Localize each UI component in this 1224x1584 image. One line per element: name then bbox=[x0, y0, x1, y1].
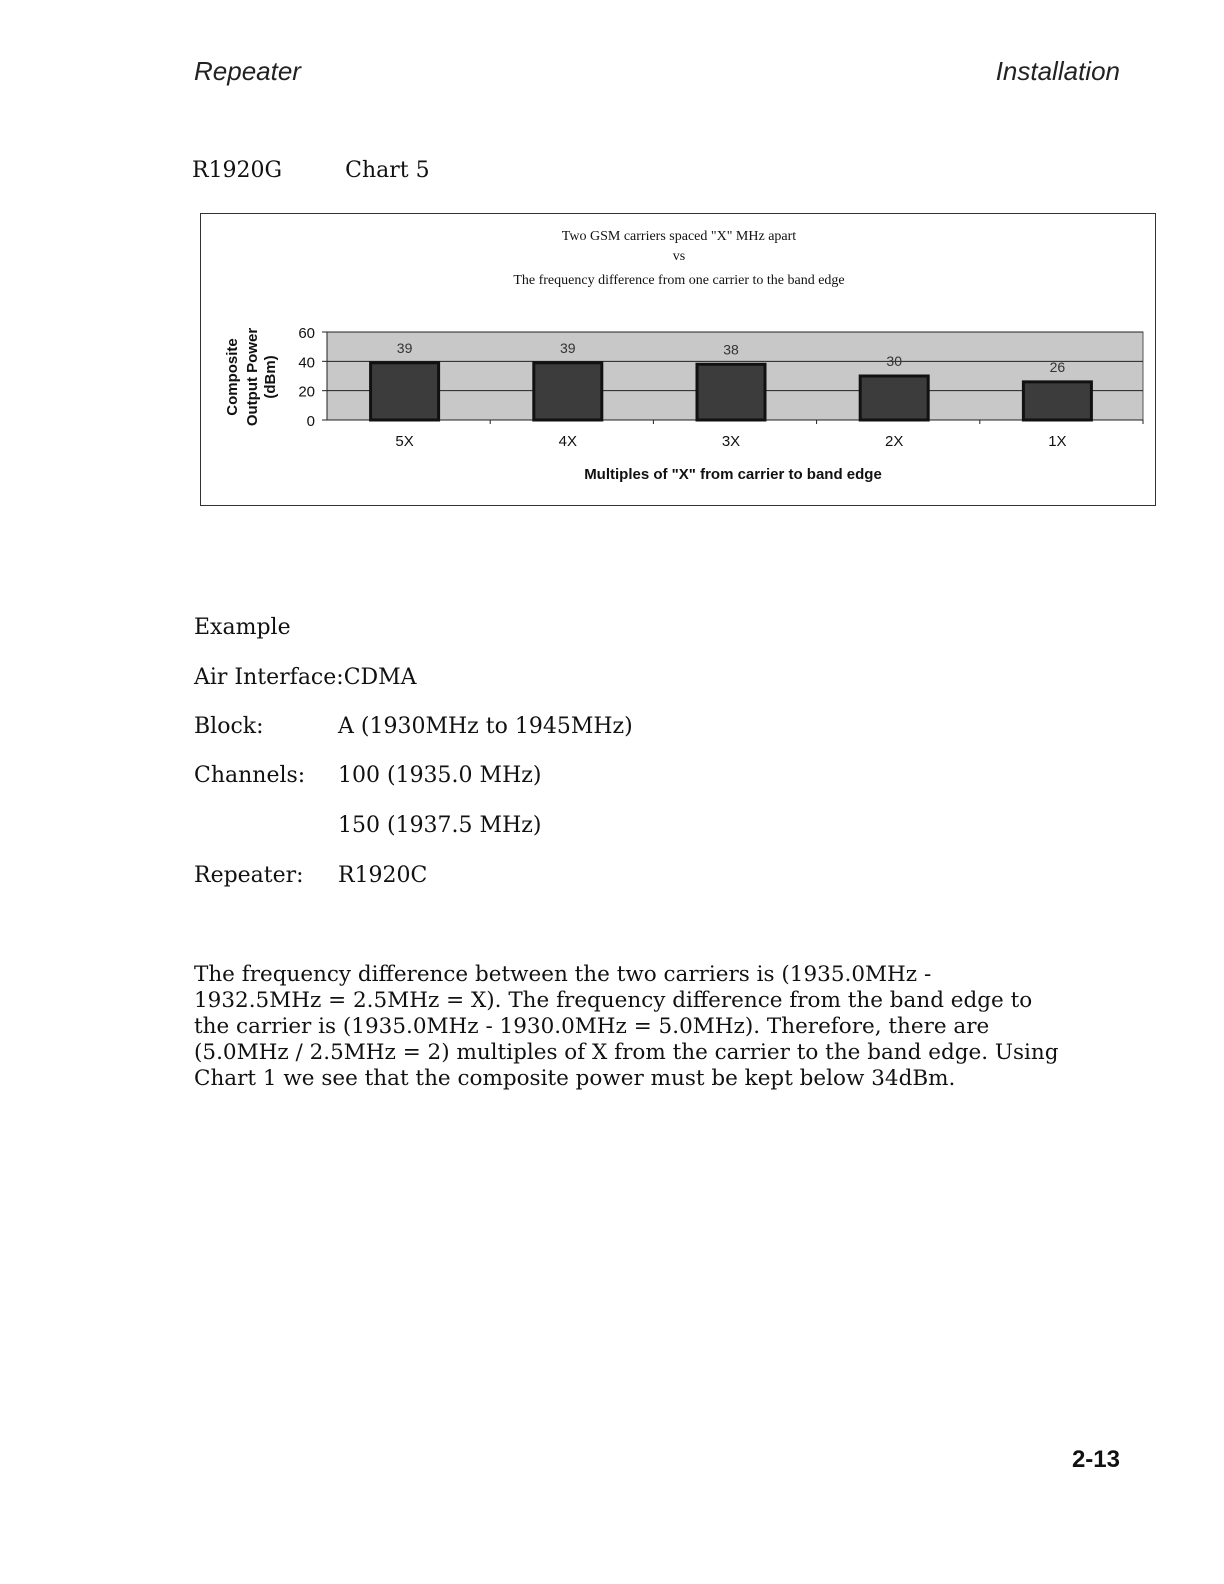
row-label: Channels: bbox=[194, 763, 306, 788]
y-axis-label-line: (dBm) bbox=[262, 355, 279, 399]
x-axis-label: Multiples of "X" from carrier to band edge bbox=[584, 466, 882, 483]
bar bbox=[860, 376, 928, 420]
row-label: Air Interface: bbox=[194, 665, 344, 690]
x-tick-label: 1X bbox=[1048, 433, 1067, 450]
explanation-paragraph: The frequency difference between the two carriers is (1935.0MHz - 1932.5MHz = 2.5MHz = X). The frequency difference from the band edge to the carrier is (1935.0MHz - 1930.0MHz = 5.0MHz). Therefore, there are (5.0MHz / 2.5MHz = 2) multiples of X from the carrier to the band edge. Using Chart 1 we see that the composite power must be kept below 34dBm. bbox=[194, 962, 1059, 1091]
chart-title-line: vs bbox=[672, 249, 686, 264]
header-chapter-title: Installation bbox=[995, 56, 1120, 86]
row-value: 150 (1937.5 MHz) bbox=[338, 813, 542, 838]
chart-title-line: Two GSM carriers spaced "X" MHz apart bbox=[561, 229, 797, 244]
example-row bbox=[194, 813, 541, 838]
bar-data-label: 26 bbox=[1049, 358, 1066, 375]
bar-data-label: 30 bbox=[886, 353, 902, 369]
page-number: 2-13 bbox=[1071, 1446, 1120, 1473]
y-tick-label: 40 bbox=[298, 354, 315, 372]
row-value: 100 (1935.0 MHz) bbox=[338, 763, 542, 788]
bar bbox=[371, 363, 439, 420]
bar-chart bbox=[201, 214, 1157, 507]
row-value: CDMA bbox=[343, 665, 417, 690]
bar bbox=[534, 363, 602, 420]
row-label: Repeater: bbox=[194, 863, 304, 888]
x-tick-label: 5X bbox=[395, 433, 414, 450]
y-axis-label-line: Output Power bbox=[244, 327, 261, 427]
bar bbox=[1023, 382, 1091, 420]
x-tick-label: 4X bbox=[558, 433, 577, 450]
y-tick-label: 60 bbox=[298, 325, 315, 342]
chart-frame bbox=[200, 213, 1156, 506]
example-row bbox=[194, 665, 417, 690]
bar-data-label: 39 bbox=[560, 339, 576, 356]
x-tick-label: 2X bbox=[885, 433, 904, 450]
x-tick-label: 3X bbox=[721, 433, 741, 450]
bar-data-label: 39 bbox=[396, 339, 413, 356]
row-value: R1920C bbox=[338, 863, 428, 888]
bar bbox=[697, 364, 765, 420]
y-tick-label: 0 bbox=[306, 413, 315, 430]
y-axis-label-line: Composite bbox=[224, 338, 241, 416]
chart-name: Chart 5 bbox=[345, 158, 430, 183]
example-heading: Example bbox=[194, 615, 291, 640]
row-label: Block: bbox=[194, 714, 264, 739]
bar-data-label: 38 bbox=[723, 341, 739, 358]
header-section-title: Repeater bbox=[194, 56, 301, 86]
chart-caption bbox=[192, 158, 430, 183]
chart-title-line: The frequency difference from one carrier to the band edge bbox=[513, 273, 845, 288]
row-value: A (1930MHz to 1945MHz) bbox=[338, 714, 633, 739]
chart-model: R1920G bbox=[192, 158, 283, 183]
example-row bbox=[194, 863, 427, 888]
example-row bbox=[194, 763, 541, 788]
y-tick-label: 20 bbox=[298, 383, 315, 401]
example-row bbox=[194, 714, 633, 739]
